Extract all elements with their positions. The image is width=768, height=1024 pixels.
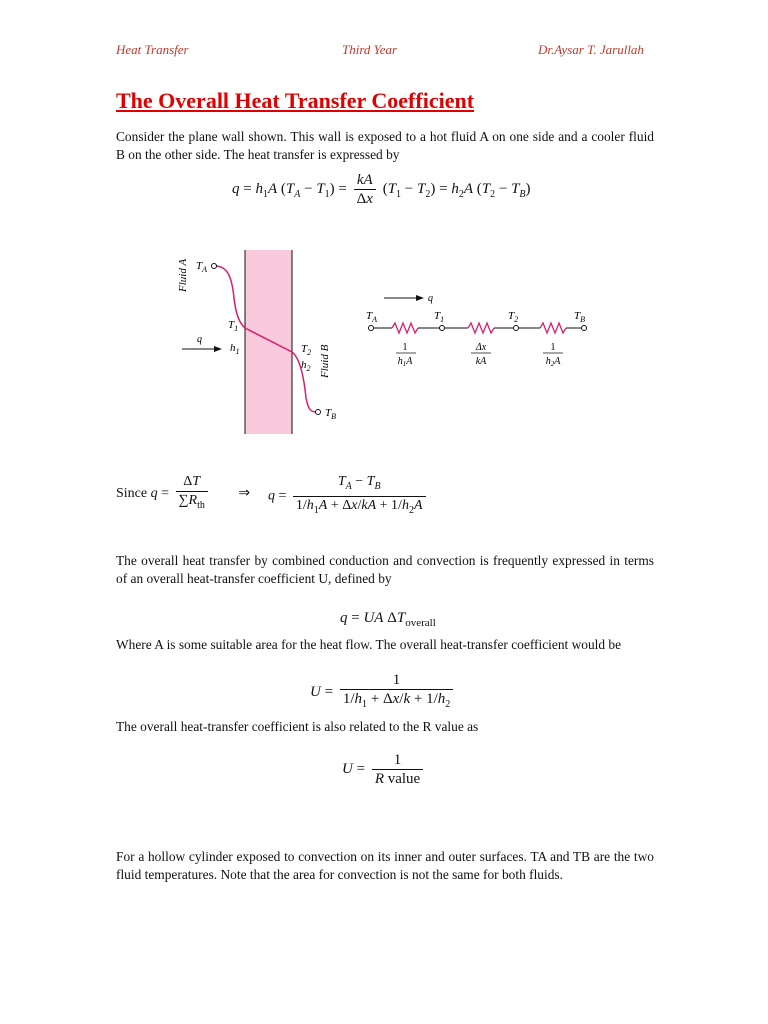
- circuit-ta-label: $T_A$: [366, 310, 378, 324]
- resistor-2: [468, 323, 494, 333]
- intro-paragraph: Consider the plane wall shown. This wall is exposed to a hot fluid A on one side and a cooler fluid B on the other side. The heat transfer is expressed by: [116, 129, 654, 162]
- plane-wall-figure: [170, 248, 350, 438]
- fluid-a-label: Fluid A: [177, 258, 189, 292]
- fluid-b-label: Fluid B: [319, 344, 331, 378]
- h1-label: $h_1$: [230, 342, 240, 356]
- thermal-circuit: [358, 286, 598, 376]
- r1-denominator: $h_1A$: [397, 356, 413, 368]
- cylinder-paragraph: For a hollow cylinder exposed to convection on its inner and outer surfaces. TA and TB are the two fluid temperatures. Note that the area for convection is not the same for both fluids.: [116, 849, 654, 882]
- since-label: Since: [116, 486, 148, 502]
- u-equation: U = $\frac{1}{1/h_1 + \Delta x/k + 1/h_2}$: [310, 672, 456, 713]
- circuit-q-label: q: [428, 293, 433, 304]
- circuit-t2-label: $T_2$: [508, 310, 519, 324]
- q-resistance-equation: q = $\frac{T_A - T_B}{1/h_1A + \Delta x/kA + 1/h_2A}$: [268, 474, 429, 519]
- r-value-paragraph: The overall heat-transfer coefficient is also related to the R value as: [116, 719, 479, 734]
- r1-numerator: 1: [402, 342, 408, 353]
- node-ta: [369, 326, 374, 331]
- resistor-3: [540, 323, 566, 333]
- circuit-t1-label: $T_1$: [434, 310, 445, 324]
- r2-numerator: Δx: [475, 342, 487, 353]
- circuit-q-arrow-head: [416, 295, 424, 301]
- q-arrow-head: [214, 346, 222, 352]
- page-header: [0, 42, 768, 62]
- r3-denominator: $h_2A$: [545, 356, 561, 368]
- circuit-tb-label: $T_B$: [574, 310, 586, 324]
- tb-label: $T_B$: [325, 407, 337, 421]
- where-area-paragraph: Where A is some suitable area for the heat flow. The overall heat-transfer coefficient would be: [116, 637, 622, 652]
- overall-paragraph: The overall heat transfer by combined conduction and convection is frequently expressed in terms of an overall heat-transfer coefficient U, defined by: [116, 553, 654, 586]
- node-t2: [514, 326, 519, 331]
- page-title: The Overall Heat Transfer Coefficient: [116, 88, 475, 113]
- ta-point: [212, 264, 217, 269]
- u-r-value-equation: U = $\frac{1}{\text{R value}}$: [342, 752, 426, 787]
- h2-label: $h_2$: [301, 359, 311, 373]
- r2-denominator: kA: [475, 356, 487, 367]
- ta-label: $T_A$: [196, 260, 208, 274]
- r3-numerator: 1: [550, 342, 556, 353]
- node-tb: [582, 326, 587, 331]
- wall-rect: [245, 250, 292, 434]
- t2-label: $T_2$: [301, 343, 312, 357]
- header-course: Heat Transfer: [116, 42, 189, 57]
- resistor-1: [392, 323, 418, 333]
- header-author: Dr.Aysar T. Jarullah: [538, 42, 644, 57]
- t1-label: $T_1$: [228, 319, 239, 333]
- since-equation: Since q = $\frac{\Delta T}{\sum R_{th}}$ ⇒: [116, 474, 251, 511]
- node-t1: [440, 326, 445, 331]
- tb-point: [316, 410, 321, 415]
- q-ua-equation: q = UA $\Delta T_{overall}$: [340, 610, 436, 629]
- q-label: q: [197, 334, 202, 345]
- heat-transfer-equation: $q = h_1A$ $(T_A - T_1)$ = $\frac{kA}{\Delta x}$ $(T_1 - T_2) = h_2A$ $(T_2 - T_B)$: [232, 172, 531, 207]
- header-year: Third Year: [342, 42, 398, 57]
